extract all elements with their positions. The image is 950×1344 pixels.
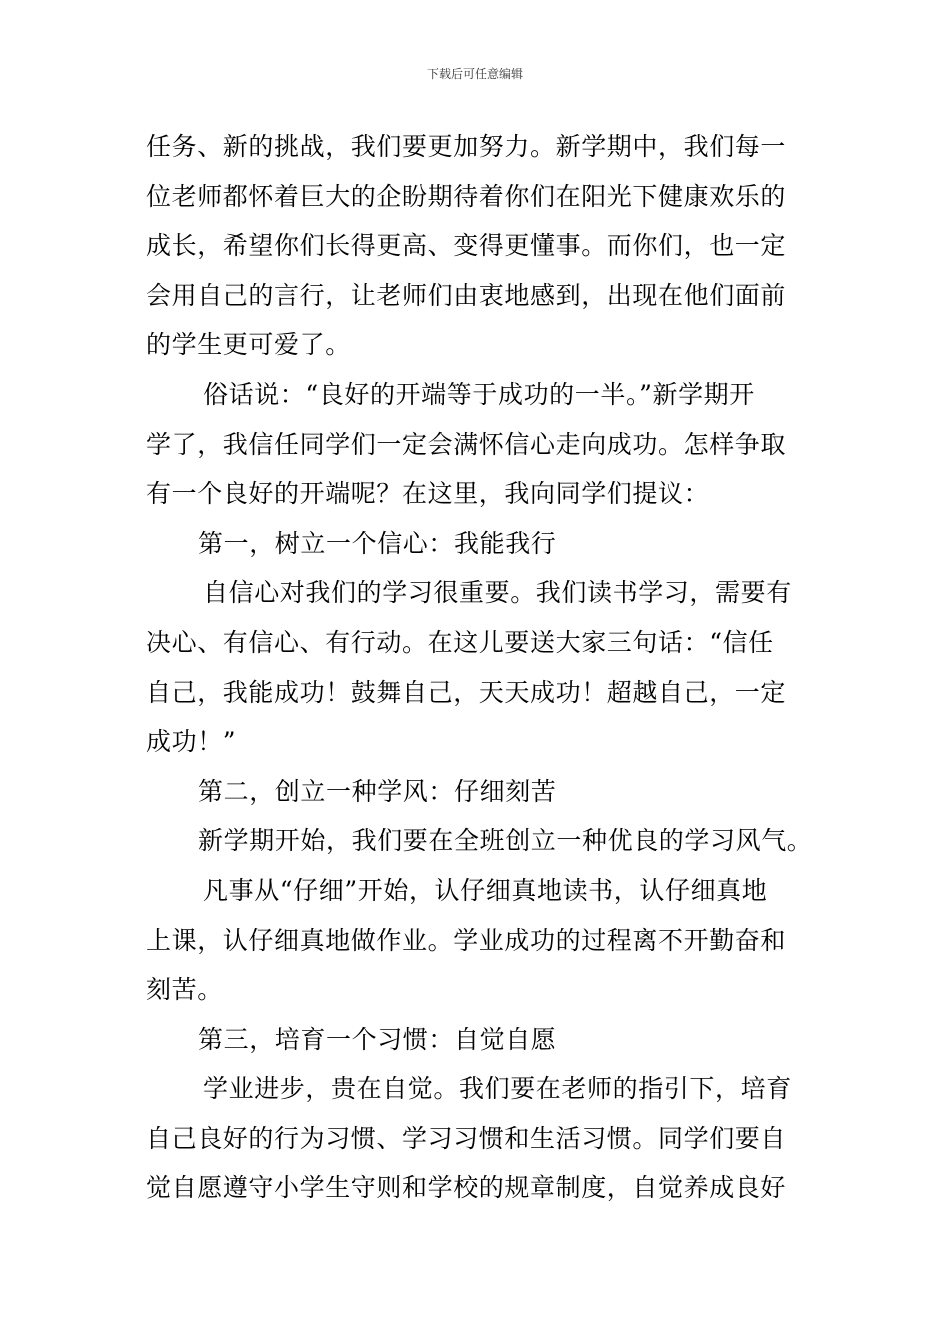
section-heading bbox=[146, 767, 808, 817]
text-line: 自己，我能成功！鼓舞自己，天天成功！超越自己，一定 bbox=[146, 677, 787, 707]
page-header: 下载后可任意编辑 bbox=[426, 67, 523, 81]
text-line: 位老师都怀着巨大的企盼期待着你们在阳光下健康欢乐的 bbox=[146, 181, 787, 211]
text-line: 第一，树立一个信心：我能我行 bbox=[198, 528, 557, 558]
text-line: 任务、新的挑战，我们要更加努力。新学期中，我们每一 bbox=[146, 132, 787, 161]
paragraph bbox=[146, 568, 808, 766]
section-heading bbox=[146, 1015, 808, 1065]
text-line: 学了，我信任同学们一定会满怀信心走向成功。怎样争取 bbox=[146, 429, 787, 459]
text-line: 自信心对我们的学习很重要。我们读书学习，需要有 bbox=[203, 578, 792, 608]
body-text bbox=[146, 122, 813, 1213]
text-line: 第三，培育一个习惯：自觉自愿 bbox=[198, 1024, 557, 1054]
text-line: 自己良好的行为习惯、学习习惯和生活习惯。同学们要自 bbox=[146, 1123, 787, 1153]
text-line: 成长，希望你们长得更高、变得更懂事。而你们，也一定 bbox=[146, 231, 787, 261]
text-line: 有一个良好的开端呢？在这里，我向同学们提议： bbox=[146, 479, 710, 509]
text-line: 学业进步，贵在自觉。我们要在老师的指引下，培育 bbox=[203, 1074, 792, 1104]
paragraph bbox=[146, 816, 813, 866]
paragraph bbox=[146, 370, 808, 519]
text-line: 上课，认仔细真地做作业。学业成功的过程离不开勤奋和 bbox=[146, 925, 787, 955]
text-line: 觉自愿遵守小学生守则和学校的规章制度，自觉养成良好 bbox=[146, 1173, 787, 1203]
text-line: 凡事从“仔细”开始，认仔细真地读书，认仔细真地 bbox=[203, 875, 768, 905]
text-line: 成功！” bbox=[146, 727, 237, 757]
text-line: 会用自己的言行，让老师们由衷地感到，出现在他们面前 bbox=[146, 280, 787, 310]
text-line: 的学生更可爱了。 bbox=[146, 330, 351, 360]
text-line: 刻苦。 bbox=[146, 975, 223, 1005]
section-heading bbox=[146, 519, 808, 569]
paragraph bbox=[146, 866, 808, 1015]
paragraph bbox=[146, 1064, 808, 1213]
text-line: 决心、有信心、有行动。在这儿要送大家三句话：“信任 bbox=[146, 627, 774, 657]
text-line: 新学期开始，我们要在全班创立一种优良的学习风气。 bbox=[198, 826, 813, 856]
text-line: 俗话说：“良好的开端等于成功的一半。”新学期开 bbox=[203, 379, 755, 409]
text-line: 第二，创立一种学风：仔细刻苦 bbox=[198, 776, 557, 806]
paragraph bbox=[146, 122, 808, 370]
